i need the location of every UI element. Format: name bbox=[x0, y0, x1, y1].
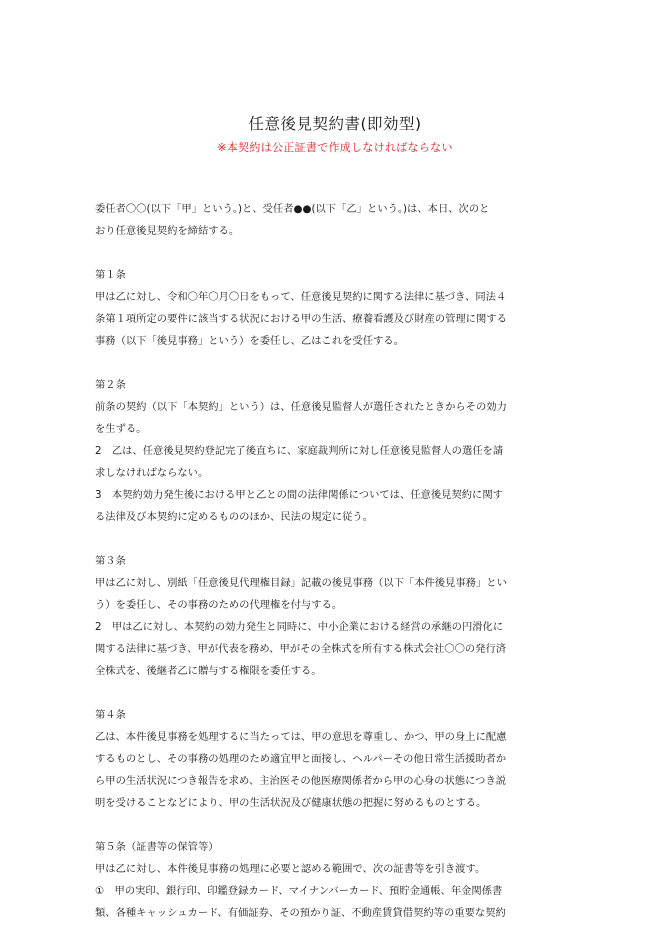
notarization-notice: ※本契約は公正証書で作成しなければならない bbox=[217, 141, 453, 154]
preamble-line: 委任者〇〇(以下「甲」という。)と、受任者●●(以下「乙」という。)は、本日、次のと bbox=[95, 203, 490, 215]
article-line: を生ずる。 bbox=[95, 423, 147, 435]
article-line: う）を委任し、その事務のための代理権を付与する。 bbox=[95, 599, 343, 611]
article-line: 3 本契約効力発生後における甲と乙との間の法律関係については、任意後見契約に関す bbox=[95, 489, 503, 501]
article-line: 前条の契約（以下「本契約」という）は、任意後見監督人が選任されたときからその効力 bbox=[95, 401, 507, 413]
article-3 bbox=[95, 550, 579, 682]
article-line: 甲は乙に対し、別紙「任意後見代理権目録」記載の後見事務（以下「本件後見事務」とい bbox=[95, 577, 507, 589]
document-title: 任意後見契約書(即効型) bbox=[248, 115, 422, 133]
article-1 bbox=[95, 264, 579, 352]
article-line: 条第１項所定の要件に該当する状況における甲の生活、療養看護及び財産の管理に関する bbox=[95, 313, 507, 325]
article-heading: 第３条 bbox=[95, 555, 126, 567]
preamble-line: おり任意後見契約を締結する。 bbox=[95, 225, 240, 237]
article-line: ① 甲の実印、銀行印、印鑑登録カード、マイナンバーカード、預貯金通帳、年金関係書 bbox=[95, 885, 503, 897]
article-4 bbox=[95, 704, 579, 814]
article-line: 事務（以下「後見事務」という）を委任し、乙はこれを受任する。 bbox=[95, 335, 404, 347]
article-line: 関する法律に基づき、甲が代表を務め、甲がその全株式を所有する株式会社〇〇の発行済 bbox=[95, 643, 507, 655]
article-line: 甲は乙に対し、本件後見事務の処理に必要と認める範囲で、次の証書等を引き渡す。 bbox=[95, 863, 486, 875]
article-line: するものとし、その事務の処理のため適宜甲と面接し、ヘルパーその他日常生活援助者か bbox=[95, 753, 507, 765]
article-line: 2 乙は、任意後見契約登記完了後直ちに、家庭裁判所に対し任意後見監督人の選任を請 bbox=[95, 445, 504, 457]
document-body bbox=[95, 198, 579, 924]
article-heading: 第４条 bbox=[95, 709, 126, 721]
article-line: 求しなければならない。 bbox=[95, 467, 209, 479]
article-heading: 第５条（証書等の保管等） bbox=[95, 841, 219, 853]
article-line: 全株式を、後継者乙に贈与する権限を委任する。 bbox=[95, 665, 322, 677]
article-2 bbox=[95, 374, 579, 528]
article-heading: 第２条 bbox=[95, 379, 126, 391]
article-line: 類、各種キャッシュカード、有価証券、その預かり証、不動産賃貸借契約等の重要な契約 bbox=[95, 907, 506, 919]
article-line: 明を受けることなどにより、甲の生活状況及び健康状態の把握に努めるものとする。 bbox=[95, 797, 487, 809]
article-line: ら甲の生活状況につき報告を求め、主治医その他医療関係者から甲の心身の状態につき説 bbox=[95, 775, 507, 787]
article-line: る法律及び本契約に定めるもののほか、民法の規定に従う。 bbox=[95, 511, 374, 523]
article-5 bbox=[95, 836, 579, 924]
article-line: 乙は、本件後見事務を処理するに当たっては、甲の意思を尊重し、かつ、甲の身上に配慮 bbox=[95, 731, 507, 743]
article-heading: 第１条 bbox=[95, 269, 126, 281]
article-line: 甲は乙に対し、令和〇年〇月〇日をもって、任意後見契約に関する法律に基づき、同法４ bbox=[95, 291, 507, 303]
article-line: 2 甲は乙に対し、本契約の効力発生と同時に、中小企業における経営の承継の円滑化に bbox=[95, 621, 504, 633]
